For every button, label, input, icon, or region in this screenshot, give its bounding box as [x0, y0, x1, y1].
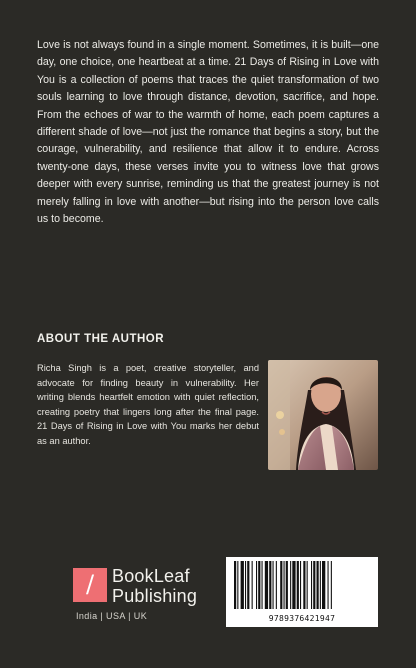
barcode-bar [311, 561, 312, 609]
barcode-bar [331, 561, 332, 609]
barcode-bar [245, 561, 246, 609]
barcode-bar [292, 561, 295, 609]
publisher-regions: India | USA | UK [76, 611, 148, 621]
publisher-name-line1: BookLeaf [112, 566, 190, 586]
barcode-bar [328, 561, 329, 609]
barcode-bars [232, 561, 372, 611]
author-bio: Richa Singh is a poet, creative storyteller, and advocate for finding beauty in vulnerability. Her writing blends heartfelt emotion with quiet reflection, creating poetry that lingers long after the final page. 21 Days of Rising in Love with You marks her debut as an author. [37, 363, 259, 446]
barcode-bar [269, 561, 271, 609]
barcode-bar [320, 561, 321, 609]
publisher-logo [73, 568, 107, 602]
barcode-bar [262, 561, 263, 609]
barcode-bar [247, 561, 249, 609]
barcode-bar [241, 561, 244, 609]
back-cover-blurb: Love is not always found in a single moment. Sometimes, it is built—one day, one choice, one heartbeat at a time. 21 Days of Rising in Love with You is a collection of poems that traces the quiet transformation of two souls learning to love through distance, devotion, sacrifice, and hope. From the echoes of war to the warmth of home, each poem captures a different shade of love—not just the romance that begins a story, but the courage, vulnerability, and resilience that allow it to endure. Across twenty-one days, these verses invite you to witness love that grows deeper with every sunrise, reminding us that the greatest journey is not merely falling in love with another—but rising into the person love calls us to become. [37, 39, 379, 226]
barcode-bar [300, 561, 301, 609]
barcode-bar [297, 561, 299, 609]
barcode-bar [280, 561, 282, 609]
barcode-bar [313, 561, 315, 609]
barcode-bar [265, 561, 268, 609]
about-author-heading: ABOUT THE AUTHOR [37, 333, 165, 345]
publisher-name-line2: Publishing [112, 586, 198, 606]
barcode-bar [237, 561, 238, 609]
barcode-bar [317, 561, 319, 609]
barcode-bar [252, 561, 253, 609]
publisher-logo-glyph: / [85, 570, 95, 598]
barcode-bar [303, 561, 305, 609]
barcode-bar [256, 561, 257, 609]
barcode-bar [322, 561, 325, 609]
barcode-bar [276, 561, 277, 609]
isbn-barcode [226, 557, 378, 627]
author-photo [268, 360, 378, 470]
barcode-bar [286, 561, 288, 609]
barcode-bar [290, 561, 291, 609]
isbn-number: 9789376421947 [268, 614, 336, 623]
barcode-bar [258, 561, 260, 609]
barcode-bar [234, 561, 236, 609]
barcode-bar [307, 561, 308, 609]
barcode-bar [273, 561, 274, 609]
barcode-bar [284, 561, 285, 609]
